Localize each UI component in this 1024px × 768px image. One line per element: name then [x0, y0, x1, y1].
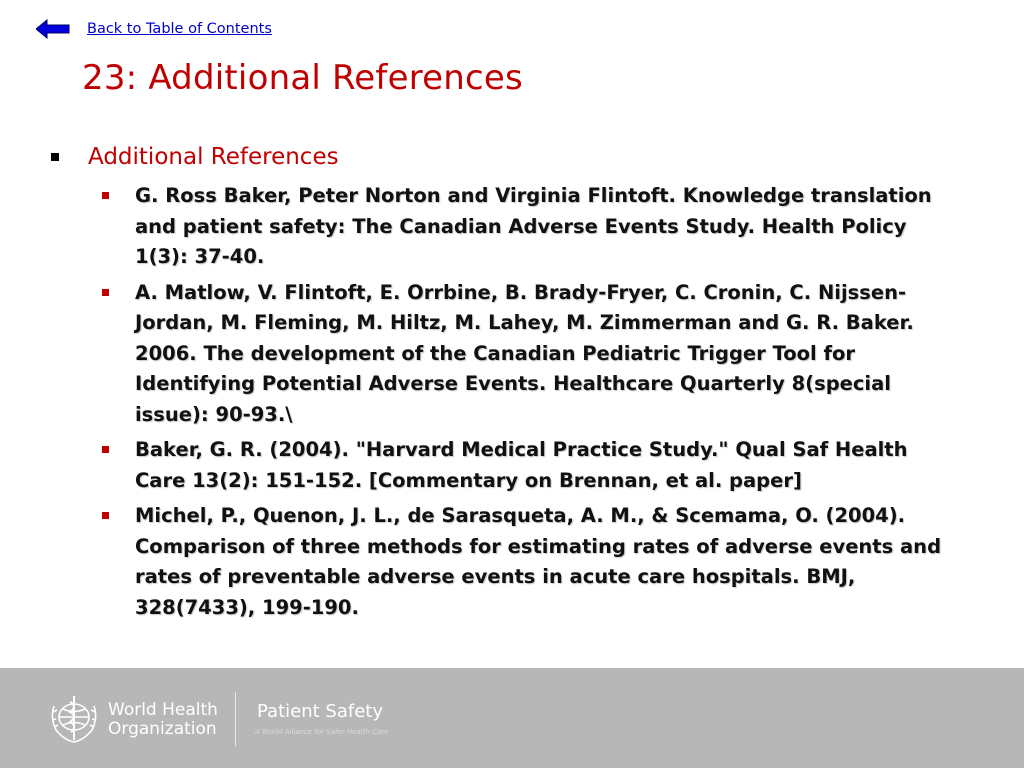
- reference-item: [102, 181, 962, 273]
- square-bullet-icon: [102, 446, 109, 453]
- slide-title: 23: Additional References: [82, 58, 523, 98]
- who-name-line1: World Health: [108, 700, 218, 720]
- footer-divider: [235, 692, 236, 746]
- footer-bar: [0, 668, 1024, 768]
- who-wordmark: [108, 701, 218, 739]
- reference-text: Michel, P., Quenon, J. L., de Sarasqueta, A. M., & Scemama, O. (2004). Comparison of three methods for estimating rates of adverse events and rates of preventable adverse events in acute care hospitals. BMJ, 328(7433), 199-190.: [135, 504, 942, 619]
- reference-item: [102, 435, 962, 496]
- left-arrow-icon[interactable]: [36, 19, 70, 39]
- square-bullet-icon: [102, 289, 109, 296]
- square-bullet-icon: [102, 512, 109, 519]
- patient-safety-tagline: A World Alliance for Safer Health Care: [255, 728, 389, 736]
- square-bullet-icon: [102, 192, 109, 199]
- patient-safety-title: Patient Safety: [257, 701, 383, 722]
- reference-text: A. Matlow, V. Flintoft, E. Orrbine, B. Brady-Fryer, C. Cronin, C. Nijssen-Jordan, M. Fleming, M. Hiltz, M. Lahey, M. Zimmerman and G. R. Baker. 2006. The development of the Canadian Pediatric Trigger Tool for Identifying Potential Adverse Events. Healthcare Quarterly 8(special issue): 90-93.\: [135, 280, 914, 426]
- reference-text: G. Ross Baker, Peter Norton and Virginia Flintoft. Knowledge translation and patient safety: The Canadian Adverse Events Study. Health Policy 1(3): 37-40.: [135, 184, 932, 268]
- section-heading: Additional References: [88, 144, 339, 170]
- who-name-line2: Organization: [108, 719, 217, 739]
- section-heading-item: [50, 144, 339, 170]
- back-to-toc-label[interactable]: Back to Table of Contents: [87, 21, 272, 37]
- square-bullet-icon: [51, 153, 59, 161]
- who-emblem-icon: [44, 690, 104, 746]
- reference-item: [102, 501, 962, 623]
- back-to-toc-link[interactable]: [36, 18, 272, 40]
- reference-list: [102, 181, 962, 628]
- reference-text: Baker, G. R. (2004). "Harvard Medical Practice Study." Qual Saf Health Care 13(2): 151-152. [Commentary on Brennan, et al. paper]: [135, 438, 908, 492]
- reference-item: [102, 278, 962, 431]
